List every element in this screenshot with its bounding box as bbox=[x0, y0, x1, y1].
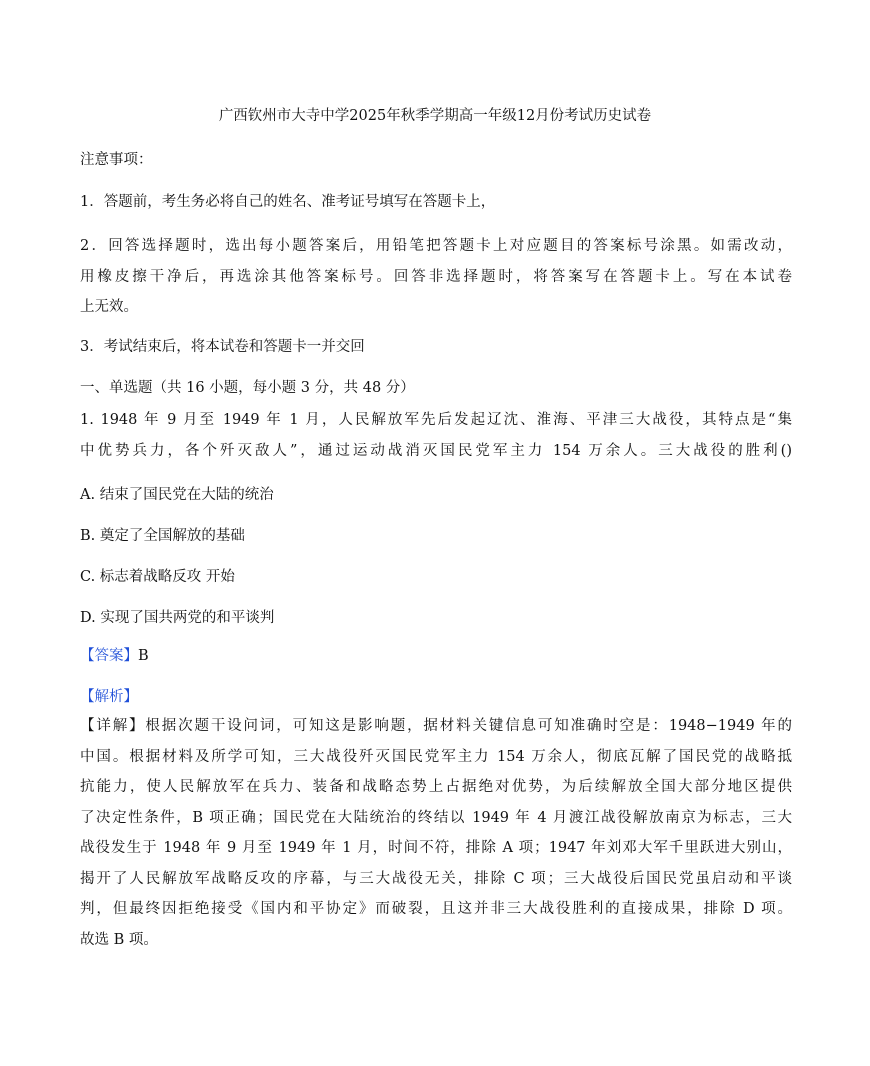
section-heading-text: 一、单选题（共 16 小题，每小题 3 分，共 48 分） bbox=[80, 380, 415, 396]
answer-block bbox=[80, 641, 792, 672]
question-1-line-2: 中优势兵力，各个歼灭敌人”，通过运动战消灭国民党军主力 154 万余人。三大战役的胜利() bbox=[80, 442, 792, 459]
question-1-line-1: 1. 1948 年 9 月至 1949 年 1 月，人民解放军先后发起辽沈、淮海、平津三大战役，其特点是“集 bbox=[80, 412, 792, 428]
notice-item-2-line-2: 用橡皮擦干净后，再选涂其他答案标号。回答非选择题时，将答案写在答题卡上。写在本试卷 bbox=[80, 268, 792, 285]
notice-item-2 bbox=[80, 231, 792, 323]
notice-item-1 bbox=[80, 187, 792, 218]
analysis-line: 中国。根据材料及所学可知，三大战役歼灭国民党军主力 154 万余人，彻底瓦解了国民党的战略抵 bbox=[80, 748, 792, 765]
option-a: A. 结束了国民党在大陆的统治 bbox=[80, 487, 274, 503]
analysis-line: 了决定性条件，B 项正确；国民党在大陆统治的终结以 1949 年 4 月渡江战役解放南京为标志，三大 bbox=[80, 809, 792, 826]
question-1-options bbox=[80, 475, 792, 639]
analysis-line: 揭开了人民解放军战略反攻的序幕，与三大战役无关，排除 C 项；三大战役后国民党虽启动和平谈 bbox=[80, 870, 792, 887]
option-c: C. 标志着战略反攻 开始 bbox=[80, 569, 235, 585]
analysis-body bbox=[80, 711, 792, 955]
option-b: B. 奠定了全国解放的基础 bbox=[80, 528, 245, 544]
analysis-line: 抗能力，使人民解放军在兵力、装备和战略态势上占据绝对优势，为后续解放全国大部分地区提供 bbox=[80, 779, 792, 795]
answer-value: B bbox=[138, 648, 149, 664]
notice-item-1-text: 1．答题前，考生务必将自己的姓名、准考证号填写在答题卡上， bbox=[80, 194, 496, 210]
analysis-line: 【详解】根据次题干设问词，可知这是影响题，据材料关键信息可知准确时空是：1948−1949 年的 bbox=[80, 718, 792, 734]
notice-heading-text: 注意事项： bbox=[80, 152, 153, 168]
answer-label: 【答案】 bbox=[80, 648, 138, 664]
notice-item-2-line-1: 2．回答选择题时，选出每小题答案后，用铅笔把答题卡上对应题目的答案标号涂黑。如需改动， bbox=[80, 238, 792, 254]
analysis-line: 判，但最终因拒绝接受《国内和平协定》而破裂，且这并非三大战役胜利的直接成果，排除 D 项。 bbox=[80, 901, 792, 917]
section-heading bbox=[80, 374, 792, 402]
notice-item-3-text: 3．考试结束后，将本试卷和答题卡一并交回 bbox=[80, 339, 365, 355]
option-d: D. 实现了国共两党的和平谈判 bbox=[80, 610, 275, 626]
notice-item-2-line-3: 上无效。 bbox=[80, 299, 138, 315]
analysis-line: 战役发生于 1948 年 9 月至 1949 年 1 月，时间不符，排除 A 项；1947 年刘邓大军千里跃进大别山， bbox=[80, 840, 792, 856]
analysis-label: 【解析】 bbox=[80, 689, 138, 705]
notice-item-3 bbox=[80, 332, 792, 363]
notice-heading bbox=[80, 145, 792, 176]
question-1 bbox=[80, 405, 792, 466]
page-title: 广西钦州市大寺中学2025年秋季学期高一年级12月份考试历史试卷 bbox=[218, 108, 652, 124]
analysis-line: 故选 B 项。 bbox=[80, 931, 158, 948]
analysis-label-block bbox=[80, 683, 792, 711]
